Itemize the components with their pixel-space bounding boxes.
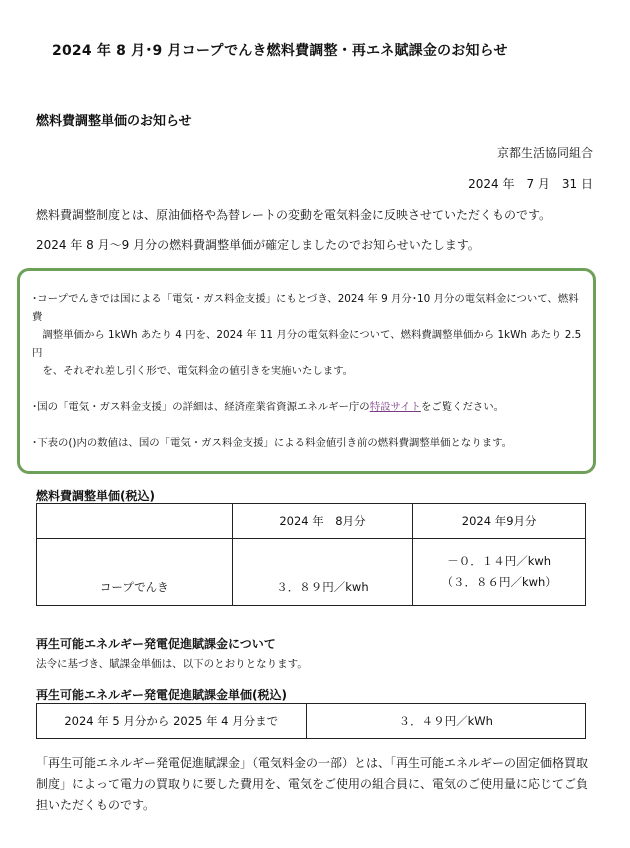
september-value: －０．１４円／kwh — [447, 554, 552, 568]
renewable-levy-table — [36, 703, 586, 739]
special-site-link[interactable]: 特設サイト — [369, 401, 421, 413]
note-parentheses: ･下表の()内の数値は、国の「電気・ガス料金支援」による料金値引き前の燃料費調整単価となります。 — [32, 437, 513, 449]
fuel-system-description: 燃料費調整制度とは、原油価格や為替レートの変動を電気料金に反映させていただくものです。 — [36, 208, 552, 222]
fuel-table-caption: 燃料費調整単価(税込) — [36, 489, 155, 503]
fuel-notice-heading: 燃料費調整単価のお知らせ — [36, 114, 192, 129]
fuel-adjustment-table — [36, 503, 586, 606]
rate-cell: ３．４９円／kWh — [306, 704, 586, 739]
renewable-explanation: 「再生可能エネルギー発電促進賦課金」（電気料金の一部）とは、「再生可能エネルギーの固定価格買取制度」によって電力の買取りに要した費用を、電気をご使用の組合員に、電気のご使用量に応じてご負担いただくものです。 — [36, 756, 589, 812]
note-details-text: ･国の「電気・ガス料金支援」の詳細は、経済産業省資源エネルギー庁の — [32, 401, 370, 413]
september-before-discount: （３．８６円／kwh） — [441, 575, 557, 589]
note-discount-line-1: ･コープでんきでは国による「電気・ガス料金支援」にもとづき、2024 年 9 月分･10 月分の電気料金について、燃料費 — [32, 293, 579, 323]
notice-date: 2024 年 7 月 31 日 — [468, 177, 593, 191]
page-title: 2024 年 8 月･9 月コープでんき燃料費調整・再エネ賦課金のお知らせ — [52, 43, 508, 59]
note-discount-line-3: を、それぞれ差し引く形で、電気料金の値引きを実施いたします。 — [32, 365, 354, 377]
table-row — [37, 539, 586, 606]
table-header-cell: 2024 年9月分 — [413, 504, 586, 539]
renewable-law-note: 法令に基づき、賦課金単価は、以下のとおりとなります。 — [36, 658, 308, 670]
period-cell: 2024 年 5 月分から 2025 年 4 月分まで — [37, 704, 307, 739]
table-header-cell: 2024 年 8月分 — [232, 504, 413, 539]
organization-name: 京都生活協同組合 — [496, 146, 593, 160]
table-header-cell — [37, 504, 233, 539]
fuel-price-confirmed-text: 2024 年 8 月～9 月分の燃料費調整単価が確定しましたのでお知らせいたします。 — [36, 238, 480, 252]
table-row — [37, 704, 586, 739]
row-label-cell: コープでんき — [37, 539, 233, 606]
table-header-row — [37, 504, 586, 539]
note-details-suffix: をご覧ください。 — [420, 401, 505, 413]
note-discount-line-2: 調整単価から 1kWh あたり 4 円を、2024 年 11 月分の電気料金について、燃料費調整単価から 1kWh あたり 2.5 円 — [32, 329, 582, 359]
september-value-cell — [413, 539, 586, 606]
renewable-table-caption: 再生可能エネルギー発電促進賦課金単価(税込) — [36, 688, 287, 702]
august-value-cell: ３．８９円／kwh — [232, 539, 413, 606]
renewable-heading: 再生可能エネルギー発電促進賦課金について — [36, 637, 276, 651]
note-details — [32, 398, 582, 416]
support-notes — [32, 290, 582, 452]
